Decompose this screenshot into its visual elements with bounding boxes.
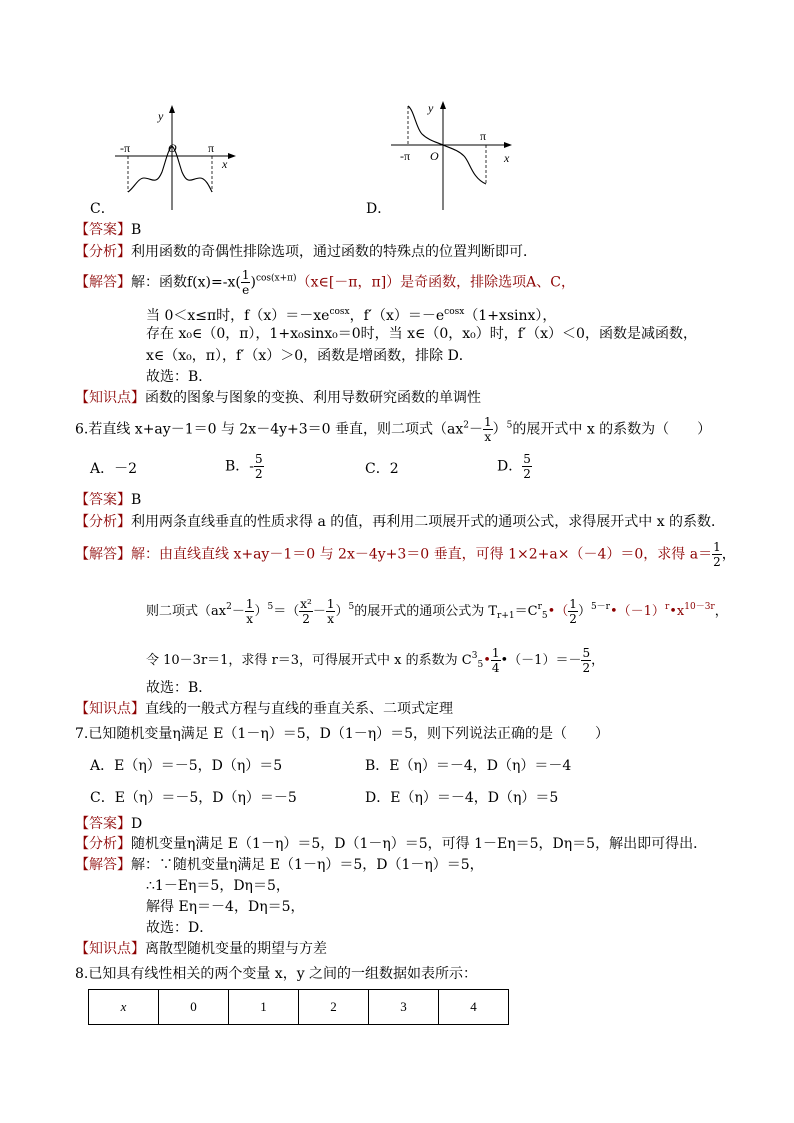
q5-analysis: 【分析】利用函数的奇偶性排除选项，通过函数的特殊点的位置判断即可． [75,244,537,260]
graph-d-o: O [430,149,439,163]
table-cell: 3 [369,990,439,1025]
q6-option-a: A．－2 [90,461,138,477]
graph-d-pi: π [480,129,487,143]
q6-knowledge-point: 【知识点】直线的一般式方程与直线的垂直关系、二项式定理 [75,701,453,717]
q6-answer: 【答案】B [75,492,142,508]
graph-d-neg-pi: -π [400,149,411,163]
q5-answer: 【答案】B [75,222,142,238]
q7-stem: 7.已知随机变量η满足 E（1－η）＝5，D（1－η）＝5，则下列说法正确的是（ ） [75,726,610,742]
graph-c-y: y [158,109,164,123]
q6-option-d: D． $\frac{5}{2}$ [497,452,531,481]
q6-solution-line3: 令 10－3r＝1，求得 r＝3，可得展开式中 x 的系数为 $C^3_5•$ $\frac{1}{4}$ •（－1）＝－ $\frac{5}{2}$ ， [146,646,605,675]
q6-option-c: C．2 [365,461,399,477]
q7-answer: 【答案】D [75,816,143,832]
q7-solution-line1: 【解答】解：∵随机变量η满足 E（1－η）＝5，D（1－η）＝5， [75,857,484,873]
table-cell: 4 [439,990,509,1025]
option-d-label: D． [366,201,392,217]
q5-solution-line5: 故选：B． [146,369,213,385]
table-cell: 0 [159,990,229,1025]
graph-c-neg-pi: -π [120,141,131,155]
q6-solution-line2: 则二项式（$ax^2-$ $\frac{1}{x}$ ）$^5$＝（ $\frac{\text{x²}}{2}$ － $\frac{1}{x}$ ）$^5$的展开式的通项公式为 $T_{r+1}=C^r_5•$（ $\frac{1}{2}$ ）$^{5-r}•(-1)^r•x^{10-3r}$， [146,597,728,626]
q7-option-a: A．E（η）＝－5，D（η）＝5 [90,758,283,774]
graph-c-x: x [222,157,228,171]
q7-option-d: D．E（η）＝－4，D（η）＝5 [365,790,559,806]
option-c-label: C． [90,201,115,217]
q5-solution-line4: x∈（x₀，π），f′（x）＞0，函数是增函数，排除 D． [146,348,473,364]
table-cell: 2 [299,990,369,1025]
q7-analysis: 【分析】随机变量η满足 E（1－η）＝5，D（1－η）＝5，可得 1－Eη＝5，Dη＝5，解出即可得出． [75,836,708,852]
graph-d [386,98,516,212]
q5-solution-line1: 【解答】解：函数f(x)=-x( $\frac{1}{e}$ )$^{cos(x+\pi)}$（x∈[－π，π]）是奇函数，排除选项A、C， [75,268,575,297]
graph-d-x: x [504,151,510,165]
graph-c-o: O [168,141,177,155]
graph-c [110,100,240,212]
q7-option-b: B．E（η）＝－4，D（η）＝－4 [365,758,572,774]
q6-stem: 6.若直线 x+ay－1＝0 与 2x－4y+3＝0 垂直，则二项式（$ax^2-$ $\frac{1}{x}$ ）$^5$的展开式中 x 的系数为（ ） [75,415,712,444]
q6-solution-line4: 故选：B． [146,680,213,696]
q6-solution-line1: 【解答】解：由直线直线 x+ay－1＝0 与 2x－4y+3＝0 垂直，可得 1×2+a×（－4）＝0，求得 a＝ $\frac{1}{2}$ ， [75,540,736,569]
graph-c-pi: π [208,141,215,155]
graph-d-y: y [428,101,434,115]
table-cell: x [89,990,159,1025]
q6-analysis: 【分析】利用两条直线垂直的性质求得 a 的值，再利用二项展开式的通项公式，求得展开式中 x 的系数． [75,514,726,530]
q6-option-b: B．- $\frac{5}{2}$ [225,452,263,481]
q7-solution-line2: ∴1－Eη＝5，Dη＝5， [146,878,290,894]
q5-solution-line2: 当 0＜x≤π时，$f(x)=-xe^{cosx}$，$f'(x)=-e^{cosx}(1+xsinx)$， [146,307,557,324]
q8-stem: 8.已知具有线性相关的两个变量 x，y 之间的一组数据如表所示： [75,966,478,982]
table-cell: 1 [229,990,299,1025]
q7-solution-line3: 解得 Eη＝－4，Dη＝5， [146,899,305,915]
q7-knowledge-point: 【知识点】离散型随机变量的期望与方差 [75,941,327,957]
table-row [89,990,509,1025]
q5-solution-line3: 存在 x₀∈（0，π），1+x₀sinx₀＝0时，当 x∈（0，x₀）时，f′（x）＜0，函数是减函数， [146,326,697,342]
q7-option-c: C．E（η）＝－5，D（η）＝－5 [90,790,297,806]
q5-knowledge-point: 【知识点】函数的图象与图象的变换、利用导数研究函数的单调性 [75,390,481,406]
q7-solution-line4: 故选：D． [146,920,214,936]
q8-data-table [88,989,509,1025]
